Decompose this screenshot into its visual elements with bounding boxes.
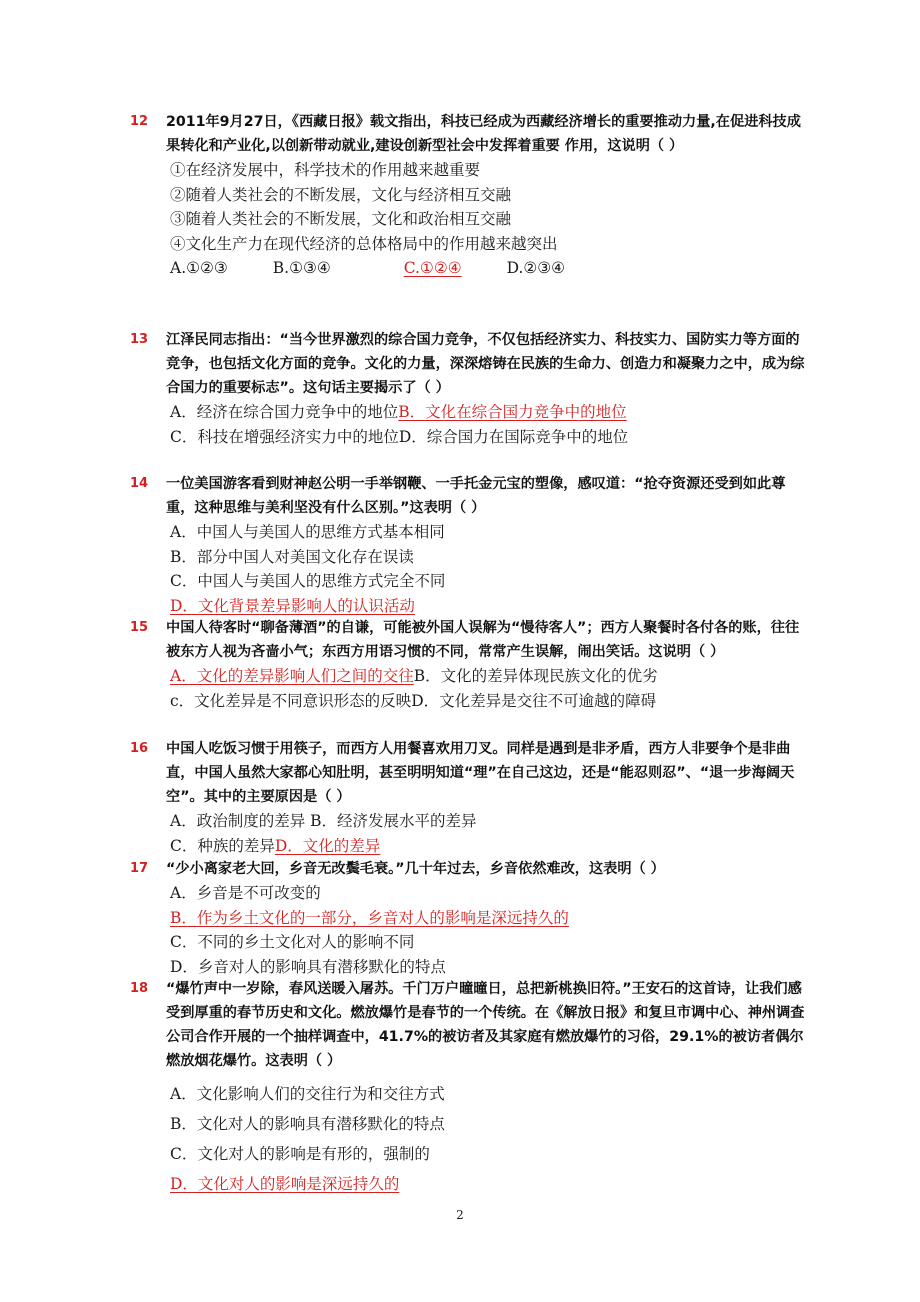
question-18 <box>130 977 810 1199</box>
choice-row <box>170 256 810 281</box>
statement: ④文化生产力在现代经济的总体格局中的作用越来越突出 <box>170 234 558 253</box>
choice-c: C．中国人与美国人的思维方式完全不同 <box>170 572 446 590</box>
question-stem: “爆竹声中一岁除，春风送暖入屠苏。千门万户曈曈日，总把新桃换旧符。”王安石的这首诗，让我们感受到厚重的春节历史和文化。燃放爆竹是春节的一个传统。在《解放日报》和复旦市调中心、神州调查公司合作开展的一个抽样调查中，41.7%的被访者及其家庭有燃放爆竹的习俗，29.1%的被访者偶尔燃放烟花爆竹。这表明（ ） <box>166 981 805 1069</box>
choice-d: D．综合国力在国际竞争中的地位 <box>398 427 629 446</box>
statement: ②随着人类社会的不断发展，文化与经济相互交融 <box>170 185 512 204</box>
choice-list <box>170 520 810 618</box>
question-number: 15 <box>130 620 149 635</box>
statement-list <box>170 158 810 281</box>
choice-a: A．文化影响人们的交往行为和交往方式 <box>170 1085 445 1103</box>
choice-b: B.①③④ <box>272 259 331 277</box>
choice-b: B．经济发展水平的差异 <box>310 812 477 830</box>
choice-row <box>170 834 810 859</box>
choice-a: A．政治制度的差异 <box>170 812 306 830</box>
statement: ③随着人类社会的不断发展，文化和政治相互交融 <box>170 210 512 228</box>
choice-a: A．乡音是不可改变的 <box>170 884 321 902</box>
question-stem: 中国人吃饭习惯于用筷子，而西方人用餐喜欢用刀叉。同样是遇到是非矛盾，西方人非要争个是非曲直，中国人虽然大家都心知肚明，甚至明明知道“理”在自己这边，还是“能忍则忍”、“退一步海阔天空”。其中的主要原因是（ ） <box>166 741 795 805</box>
choice-c: C．科技在增强经济实力中的地位 <box>170 427 399 446</box>
question-number: 14 <box>130 476 149 491</box>
choice-c-answer: C.①②④ <box>403 259 462 277</box>
page-number: 2 <box>456 1208 464 1222</box>
choice-row <box>170 400 810 425</box>
question-12 <box>130 110 810 281</box>
choice-b: B．文化的差异体现民族文化的优劣 <box>413 667 658 685</box>
choice-d: D．乡音对人的影响具有潜移默化的特点 <box>170 957 446 976</box>
question-number: 18 <box>130 981 149 996</box>
choice-a: A．中国人与美国人的思维方式基本相同 <box>170 523 445 541</box>
question-15 <box>130 616 810 713</box>
choice-b: B．文化对人的影响具有潜移默化的特点 <box>170 1115 445 1133</box>
choice-a: A.①②③ <box>170 259 228 277</box>
choice-c: C．种族的差异 <box>170 836 275 855</box>
choice-list <box>170 664 810 713</box>
choice-c: C．不同的乡土文化对人的影响不同 <box>170 933 415 951</box>
choice-list <box>170 881 810 979</box>
choice-row <box>170 689 810 714</box>
question-stem: 中国人待客时“聊备薄酒”的自谦，可能被外国人误解为“慢待客人”；西方人聚餐时各付各的账，往往被东方人视为吝啬小气；东西方用语习惯的不同，常常产生误解，闹出笑话。这说明（ ） <box>166 620 800 660</box>
choice-b-answer: B．文化在综合国力竞争中的地位 <box>398 403 627 421</box>
choice-list <box>170 809 810 858</box>
choice-d-answer: D．文化对人的影响是深远持久的 <box>170 1175 400 1193</box>
choice-b-answer: B．作为乡土文化的一部分，乡音对人的影响是深远持久的 <box>170 908 569 927</box>
question-stem: 2011年9月27日，《西藏日报》载文指出，科技已经成为西藏经济增长的重要推动力量,在促进科技成果转化和产业化,以创新带动就业,建设创新型社会中发挥着重要 作用，这说明（ ） <box>166 114 801 154</box>
choice-a-answer: A．文化的差异影响人们之间的交往 <box>170 667 414 685</box>
choice-list <box>170 400 810 449</box>
choice-list <box>170 1079 810 1199</box>
choice-d: D．文化差异是交往不可逾越的障碍 <box>411 691 657 710</box>
choice-b: B．部分中国人对美国文化存在误读 <box>170 547 414 566</box>
choice-d-answer: D．文化背景差异影响人的认识活动 <box>170 596 415 615</box>
question-17 <box>130 857 810 979</box>
question-number: 13 <box>130 332 149 347</box>
choice-c: c．文化差异是不同意识形态的反映 <box>170 691 412 710</box>
question-number: 17 <box>130 861 149 876</box>
choice-a: A．经济在综合国力竞争中的地位 <box>170 403 399 421</box>
question-number: 16 <box>130 741 149 756</box>
question-14 <box>130 472 810 618</box>
question-stem: 一位美国游客看到财神赵公明一手举钢鞭、一手托金元宝的塑像，感叹道：“抢夺资源还受到如此尊重，这种思维与美利坚没有什么区别。”这表明（ ） <box>166 476 786 516</box>
question-number: 12 <box>130 114 149 129</box>
question-stem: 江泽民同志指出：“当今世界激烈的综合国力竞争，不仅包括经济实力、科技实力、国防实力等方面的竞争，也包括文化方面的竞争。文化的力量，深深熔铸在民族的生命力、创造力和凝聚力之中，成为综合国力的重要标志”。这句话主要揭示了（ ） <box>166 332 805 396</box>
choice-d-answer: D．文化的差异 <box>274 836 381 855</box>
choice-c: C．文化对人的影响是有形的，强制的 <box>170 1145 430 1163</box>
choice-row <box>170 425 810 450</box>
choice-row <box>170 809 810 834</box>
question-16 <box>130 737 810 858</box>
question-stem: “少小离家老大回，乡音无改鬓毛衰。”几十年过去，乡音依然难改，这表明（ ） <box>166 861 665 877</box>
statement: ①在经济发展中，科学技术的作用越来越重要 <box>170 161 481 179</box>
choice-d: D.②③④ <box>506 259 566 277</box>
question-13 <box>130 328 810 449</box>
choice-row <box>170 664 810 689</box>
